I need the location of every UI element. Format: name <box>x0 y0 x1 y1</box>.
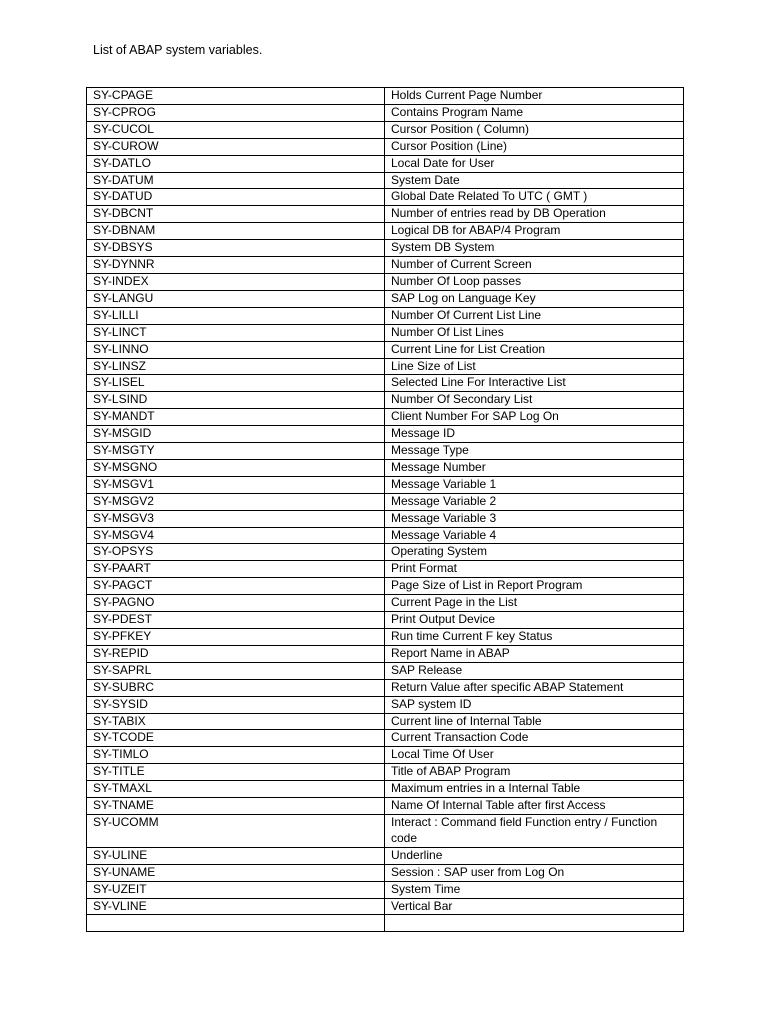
variable-name-cell: SY-UZEIT <box>87 881 385 898</box>
table-row <box>87 324 684 341</box>
variable-description-cell: Current Line for List Creation <box>385 341 684 358</box>
variable-name-cell: SY-PAGCT <box>87 578 385 595</box>
variable-description-cell: Maximum entries in a Internal Table <box>385 781 684 798</box>
variable-name-cell: SY-DBCNT <box>87 206 385 223</box>
table-row <box>87 476 684 493</box>
variable-name-cell: SY-LISEL <box>87 375 385 392</box>
variable-name-cell: SY-TMAXL <box>87 781 385 798</box>
table-row <box>87 764 684 781</box>
variable-name-cell: SY-TABIX <box>87 713 385 730</box>
variable-name-cell: SY-PAGNO <box>87 595 385 612</box>
variable-name-cell: SY-LINSZ <box>87 358 385 375</box>
table-row <box>87 375 684 392</box>
variable-name-cell: SY-DBSYS <box>87 240 385 257</box>
variable-description-cell: Number of Current Screen <box>385 257 684 274</box>
variable-description-cell: Message Number <box>385 459 684 476</box>
variable-description-cell: Print Output Device <box>385 612 684 629</box>
table-row <box>87 341 684 358</box>
table-row <box>87 898 684 915</box>
variable-name-cell: SY-MSGV2 <box>87 493 385 510</box>
variable-description-cell: Number Of Loop passes <box>385 273 684 290</box>
variable-name-cell: SY-MSGV4 <box>87 527 385 544</box>
variable-name-cell: SY-UNAME <box>87 864 385 881</box>
variable-description-cell: Current Page in the List <box>385 595 684 612</box>
variable-name-cell <box>87 915 385 932</box>
variable-description-cell: Line Size of List <box>385 358 684 375</box>
variable-name-cell: SY-CUROW <box>87 138 385 155</box>
variable-name-cell: SY-ULINE <box>87 847 385 864</box>
table-row <box>87 915 684 932</box>
table-row <box>87 881 684 898</box>
table-row <box>87 798 684 815</box>
variable-name-cell: SY-CPROG <box>87 104 385 121</box>
variable-name-cell: SY-DATUD <box>87 189 385 206</box>
variable-name-cell: SY-DYNNR <box>87 257 385 274</box>
variable-description-cell: Title of ABAP Program <box>385 764 684 781</box>
table-row <box>87 257 684 274</box>
table-row <box>87 172 684 189</box>
table-row <box>87 578 684 595</box>
table-row <box>87 138 684 155</box>
variable-description-cell: System Date <box>385 172 684 189</box>
variable-name-cell: SY-MSGNO <box>87 459 385 476</box>
variable-name-cell: SY-PFKEY <box>87 629 385 646</box>
variable-name-cell: SY-REPID <box>87 645 385 662</box>
table-row <box>87 814 684 847</box>
variable-description-cell: Number Of Current List Line <box>385 307 684 324</box>
variable-description-cell: SAP system ID <box>385 696 684 713</box>
variable-name-cell: SY-TIMLO <box>87 747 385 764</box>
variable-name-cell: SY-OPSYS <box>87 544 385 561</box>
variable-name-cell: SY-UCOMM <box>87 814 385 847</box>
table-row <box>87 426 684 443</box>
variable-name-cell: SY-MSGTY <box>87 443 385 460</box>
table-row <box>87 392 684 409</box>
table-row <box>87 747 684 764</box>
variable-description-cell: Message Variable 2 <box>385 493 684 510</box>
variable-description-cell: Selected Line For Interactive List <box>385 375 684 392</box>
variable-name-cell: SY-LINCT <box>87 324 385 341</box>
variable-description-cell: Global Date Related To UTC ( GMT ) <box>385 189 684 206</box>
table-row <box>87 645 684 662</box>
variable-name-cell: SY-PAART <box>87 561 385 578</box>
variable-description-cell: Name Of Internal Table after first Access <box>385 798 684 815</box>
variable-description-cell: Underline <box>385 847 684 864</box>
table-row <box>87 409 684 426</box>
variable-description-cell: Number of entries read by DB Operation <box>385 206 684 223</box>
variable-description-cell: Session : SAP user from Log On <box>385 864 684 881</box>
variable-name-cell: SY-SYSID <box>87 696 385 713</box>
table-row <box>87 121 684 138</box>
table-row <box>87 206 684 223</box>
variable-name-cell: SY-DATUM <box>87 172 385 189</box>
table-row <box>87 493 684 510</box>
variable-description-cell: Operating System <box>385 544 684 561</box>
variable-description-cell: Report Name in ABAP <box>385 645 684 662</box>
variable-description-cell: Holds Current Page Number <box>385 88 684 105</box>
variable-description-cell: SAP Log on Language Key <box>385 290 684 307</box>
table-row <box>87 730 684 747</box>
variable-description-cell: Cursor Position (Line) <box>385 138 684 155</box>
variable-description-cell: Current Transaction Code <box>385 730 684 747</box>
table-row <box>87 595 684 612</box>
variable-description-cell: Logical DB for ABAP/4 Program <box>385 223 684 240</box>
variable-description-cell: Message ID <box>385 426 684 443</box>
variable-description-cell: Local Date for User <box>385 155 684 172</box>
variable-description-cell: Local Time Of User <box>385 747 684 764</box>
table-row <box>87 696 684 713</box>
variable-name-cell: SY-MSGV1 <box>87 476 385 493</box>
table-row <box>87 781 684 798</box>
system-variables-table <box>86 87 684 932</box>
variable-description-cell: SAP Release <box>385 662 684 679</box>
variable-description-cell: Cursor Position ( Column) <box>385 121 684 138</box>
variable-description-cell: Current line of Internal Table <box>385 713 684 730</box>
variable-description-cell: System DB System <box>385 240 684 257</box>
variable-description-cell: Contains Program Name <box>385 104 684 121</box>
variable-description-cell: Number Of List Lines <box>385 324 684 341</box>
table-row <box>87 189 684 206</box>
variable-description-cell: Message Variable 3 <box>385 510 684 527</box>
table-row <box>87 510 684 527</box>
variable-name-cell: SY-TNAME <box>87 798 385 815</box>
variable-name-cell: SY-DBNAM <box>87 223 385 240</box>
table-row <box>87 88 684 105</box>
table-row <box>87 307 684 324</box>
variable-description-cell: Message Type <box>385 443 684 460</box>
variable-description-cell: Interact : Command field Function entry / Function code <box>385 814 684 847</box>
variable-description-cell: Client Number For SAP Log On <box>385 409 684 426</box>
variable-name-cell: SY-MANDT <box>87 409 385 426</box>
table-row <box>87 713 684 730</box>
variable-name-cell: SY-MSGV3 <box>87 510 385 527</box>
table-row <box>87 561 684 578</box>
variable-description-cell: System Time <box>385 881 684 898</box>
table-row <box>87 155 684 172</box>
table-row <box>87 273 684 290</box>
variable-description-cell: Page Size of List in Report Program <box>385 578 684 595</box>
variable-description-cell: Message Variable 4 <box>385 527 684 544</box>
table-row <box>87 443 684 460</box>
variable-name-cell: SY-CPAGE <box>87 88 385 105</box>
table-row <box>87 612 684 629</box>
table-row <box>87 544 684 561</box>
variable-name-cell: SY-SAPRL <box>87 662 385 679</box>
variable-description-cell: Run time Current F key Status <box>385 629 684 646</box>
variable-name-cell: SY-LSIND <box>87 392 385 409</box>
table-row <box>87 629 684 646</box>
variable-description-cell: Print Format <box>385 561 684 578</box>
variable-description-cell: Return Value after specific ABAP Statement <box>385 679 684 696</box>
variable-description-cell: Message Variable 1 <box>385 476 684 493</box>
table-row <box>87 358 684 375</box>
variable-name-cell: SY-MSGID <box>87 426 385 443</box>
variable-name-cell: SY-SUBRC <box>87 679 385 696</box>
table-row <box>87 662 684 679</box>
variable-description-cell: Number Of Secondary List <box>385 392 684 409</box>
variable-name-cell: SY-INDEX <box>87 273 385 290</box>
variable-name-cell: SY-LINNO <box>87 341 385 358</box>
table-row <box>87 223 684 240</box>
variable-description-cell: Vertical Bar <box>385 898 684 915</box>
table-row <box>87 104 684 121</box>
table-row <box>87 847 684 864</box>
table-row <box>87 459 684 476</box>
variable-name-cell: SY-LILLI <box>87 307 385 324</box>
variable-name-cell: SY-DATLO <box>87 155 385 172</box>
table-row <box>87 864 684 881</box>
table-row <box>87 290 684 307</box>
system-variables-table-body <box>87 88 684 932</box>
table-row <box>87 679 684 696</box>
page-title: List of ABAP system variables. <box>93 43 263 57</box>
variable-name-cell: SY-TCODE <box>87 730 385 747</box>
table-row <box>87 527 684 544</box>
variable-description-cell <box>385 915 684 932</box>
variable-name-cell: SY-TITLE <box>87 764 385 781</box>
variable-name-cell: SY-PDEST <box>87 612 385 629</box>
variable-name-cell: SY-CUCOL <box>87 121 385 138</box>
variable-name-cell: SY-LANGU <box>87 290 385 307</box>
variable-name-cell: SY-VLINE <box>87 898 385 915</box>
table-row <box>87 240 684 257</box>
